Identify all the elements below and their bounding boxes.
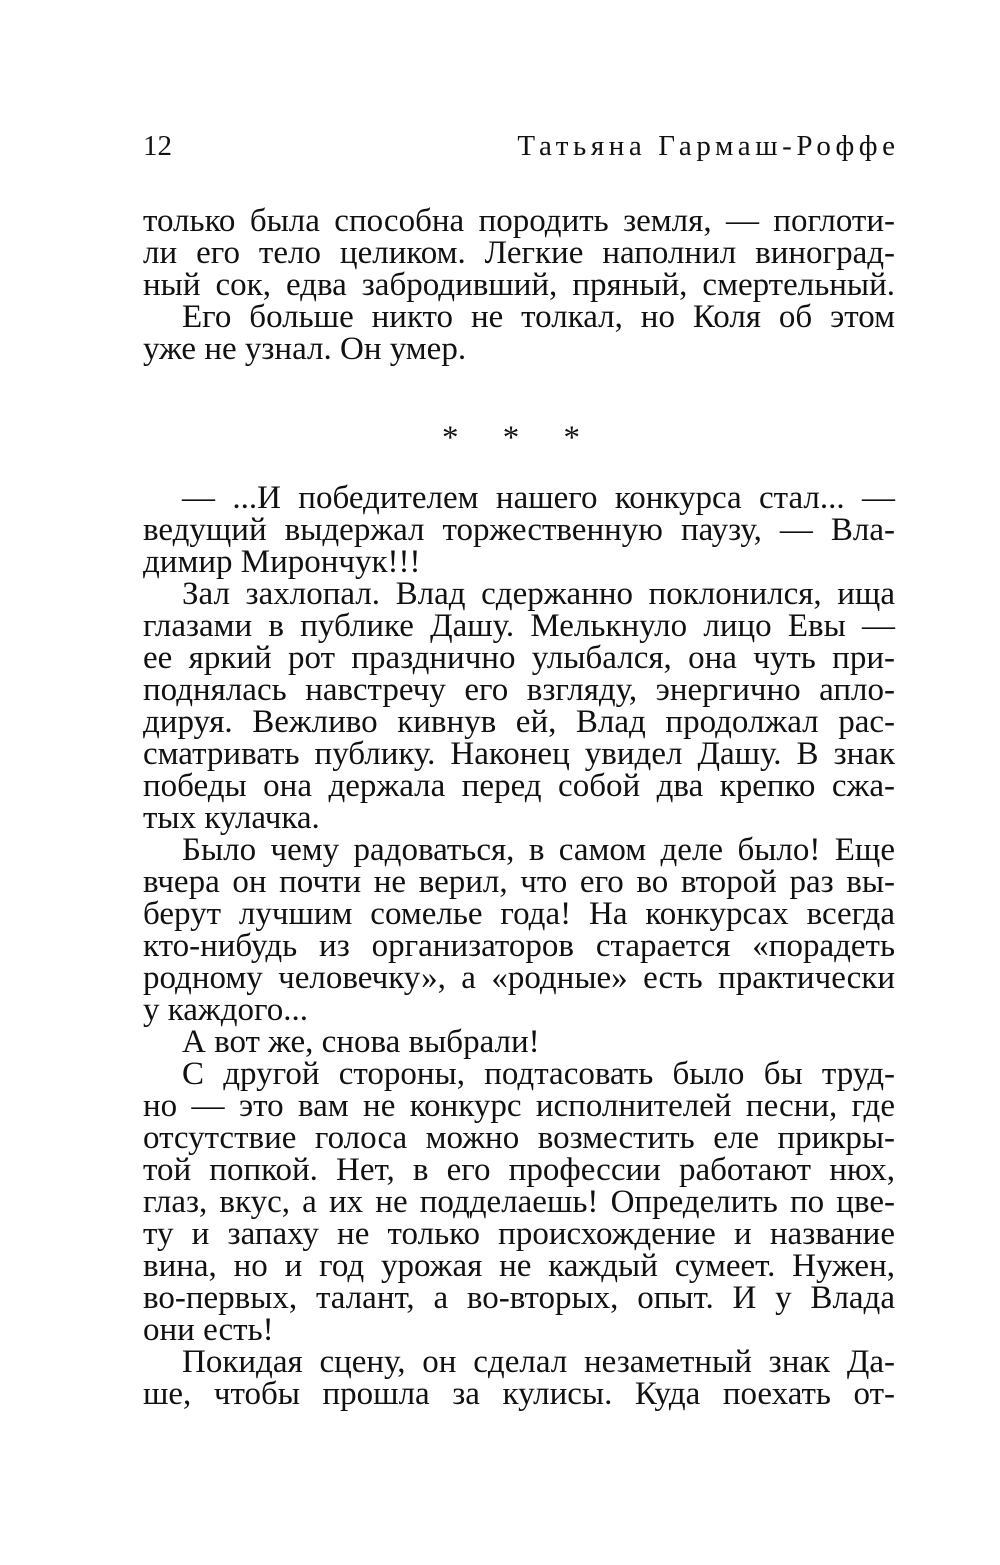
text-line: А вот же, снова выбрали! <box>182 1024 540 1060</box>
text-line: глазами в публике Дашу. Мелькнуло лицо Евы — <box>143 608 895 644</box>
text-line: отсутствие голоса можно возместить еле прикры- <box>143 1120 895 1156</box>
text-line: но — это вам не конкурс исполнителей песни, где <box>143 1088 895 1124</box>
running-head-author: Татьяна Гармаш-Роффе <box>517 130 900 162</box>
text-line: ведущий выдержал торжественную паузу, — Вла- <box>143 512 895 548</box>
text-line: ли его тело целиком. Легкие наполнил виноград- <box>143 235 895 271</box>
text-line: Покидая сцену, он сделал незаметный знак Да- <box>182 1344 895 1380</box>
text-line: во-первых, талант, а во-вторых, опыт. И у Влада <box>143 1280 895 1316</box>
text-line: димир Мирончук!!! <box>143 544 421 580</box>
text-line: той попкой. Нет, в его профессии работают нюх, <box>143 1152 895 1188</box>
text-line: у каждого... <box>143 992 308 1028</box>
text-line: вина, но и год урожая не каждый сумеет. Нужен, <box>143 1248 895 1284</box>
text-line: уже не узнал. Он умер. <box>143 331 467 367</box>
section-separator: * * * <box>442 420 598 456</box>
text-line: ее яркий рот празднично улыбался, она чуть при- <box>143 640 895 676</box>
text-line: Зал захлопал. Влад сдержанно поклонился, ища <box>182 576 895 612</box>
text-line: Было чему радоваться, в самом деле было! Еще <box>182 832 895 868</box>
page-header <box>143 126 900 166</box>
text-line: — ...И победителем нашего конкурса стал... — <box>182 480 895 516</box>
text-line: ный сок, едва забродивший, пряный, смертельный. <box>143 267 895 303</box>
text-line: берут лучшим сомелье года! На конкурсах всегда <box>143 896 895 932</box>
text-line: победы она держала перед собой два крепко сжа- <box>143 768 895 804</box>
text-line: родному человечку», а «родные» есть практически <box>143 960 895 996</box>
text-line: только была способна породить земля, — поглоти- <box>143 203 895 239</box>
text-line: вчера он почти не верил, что его во второй раз вы- <box>143 864 895 900</box>
text-line: Его больше никто не толкал, но Коля об этом <box>182 299 895 335</box>
text-line: они есть! <box>143 1312 274 1348</box>
text-line: поднялась навстречу его взгляду, энергично апло- <box>143 672 895 708</box>
text-line: ту и запаху не только происхождение и название <box>143 1216 895 1252</box>
text-line: С другой стороны, подтасовать было бы труд- <box>182 1056 895 1092</box>
text-line: сматривать публику. Наконец увидел Дашу. В знак <box>143 736 895 772</box>
text-line: ше, чтобы прошла за кулисы. Куда поехать от- <box>143 1376 895 1412</box>
text-line: тых кулачка. <box>143 800 320 836</box>
text-line: кто-нибудь из организаторов старается «порадеть <box>143 928 895 964</box>
text-line: дируя. Вежливо кивнув ей, Влад продолжал рас- <box>143 704 895 740</box>
page-number: 12 <box>143 130 172 162</box>
text-line: глаз, вкус, а их не подделаешь! Определить по цве- <box>143 1184 895 1220</box>
